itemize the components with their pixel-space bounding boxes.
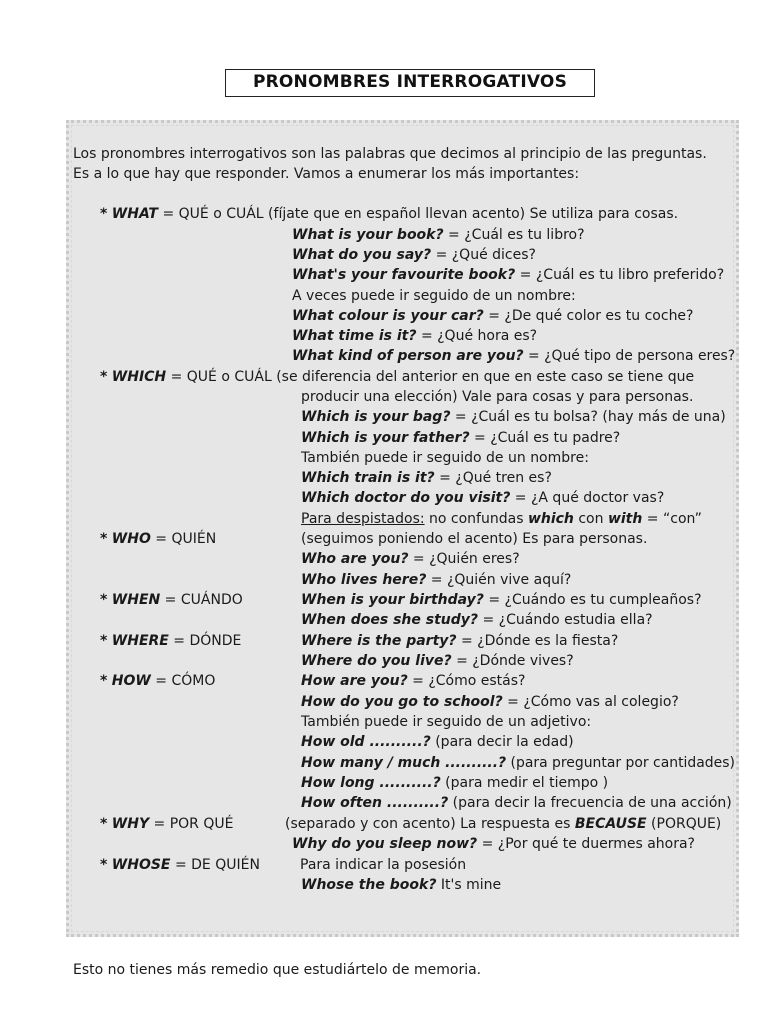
what-example-4 — [292, 307, 693, 325]
example-en: What is your book? — [292, 227, 444, 243]
when-example-1 — [301, 591, 702, 609]
example-en: What kind of person are you? — [292, 348, 524, 364]
why-example-1 — [292, 835, 695, 853]
bullet-star: * — [100, 816, 108, 832]
what-example-5 — [292, 327, 537, 345]
example-es: = ¿Cuál es tu padre? — [469, 430, 621, 446]
example-es: (para medir el tiempo ) — [440, 775, 609, 791]
which-definition-2: producir una elección) Vale para cosas y para personas. — [301, 389, 694, 405]
example-es: = ¿Cuándo estudia ella? — [478, 612, 653, 628]
example-es: = ¿Cuál es tu libro preferido? — [515, 267, 725, 283]
tip-text: no confundas — [424, 511, 528, 527]
example-en: How long ..........? — [301, 775, 441, 791]
example-es: = ¿Qué tren es? — [434, 470, 552, 486]
example-es: = ¿Qué dices? — [431, 247, 536, 263]
bullet-star: * — [100, 206, 108, 222]
how-example-1 — [301, 672, 525, 690]
bullet-star: * — [100, 633, 108, 649]
example-en: What do you say? — [292, 247, 432, 263]
example-es: = ¿Cuándo es tu cumpleaños? — [483, 592, 702, 608]
when-heading — [100, 591, 243, 609]
example-es: = ¿A qué doctor vas? — [510, 490, 665, 506]
example-en: Whose the book? — [301, 877, 437, 893]
what-example-6 — [292, 347, 735, 365]
why-note-text: (separado y con acento) La respuesta es — [285, 816, 575, 832]
why-term: WHY — [111, 816, 150, 832]
example-en: How often ..........? — [301, 795, 449, 811]
where-term: WHERE — [111, 633, 169, 649]
example-es: = ¿Cómo estás? — [407, 673, 526, 689]
how-example-3 — [301, 733, 574, 751]
example-es: = ¿Quién eres? — [408, 551, 520, 567]
example-en: How old ..........? — [301, 734, 431, 750]
whose-example-1 — [301, 876, 501, 894]
example-en: Why do you sleep now? — [292, 836, 478, 852]
how-definition: = CÓMO — [150, 673, 216, 689]
which-note: También puede ir seguido de un nombre: — [301, 450, 589, 466]
example-es: It's mine — [436, 877, 502, 893]
example-es: = ¿De qué color es tu coche? — [483, 308, 694, 324]
example-en: Where is the party? — [301, 633, 457, 649]
which-example-4 — [301, 489, 664, 507]
page-title: PRONOMBRES INTERROGATIVOS — [225, 69, 595, 97]
what-term: WHAT — [111, 206, 158, 222]
bullet-star: * — [100, 673, 108, 689]
how-heading — [100, 672, 215, 690]
example-es: = ¿Quién vive aquí? — [426, 572, 572, 588]
why-note — [285, 815, 721, 833]
how-term: HOW — [111, 673, 151, 689]
who-term: WHO — [111, 531, 151, 547]
how-example-5 — [301, 774, 608, 792]
where-example-2 — [301, 652, 574, 670]
whose-term: WHOSE — [111, 857, 171, 873]
example-es: = ¿Cómo vas al colegio? — [502, 694, 679, 710]
how-note: También puede ir seguido de un adjetivo: — [301, 714, 592, 730]
example-en: How do you go to school? — [301, 694, 503, 710]
what-definition: = QUÉ o CUÁL (fíjate que en español llevan acento) Se utiliza para cosas. — [158, 206, 679, 222]
intro-line-2: Es a lo que hay que responder. Vamos a enumerar los más importantes: — [73, 166, 580, 182]
which-example-2 — [301, 429, 620, 447]
tip-text: = “con” — [642, 511, 702, 527]
example-en: When is your birthday? — [301, 592, 484, 608]
example-en: When does she study? — [301, 612, 479, 628]
what-heading — [100, 205, 678, 223]
whose-definition: = DE QUIÉN — [170, 857, 260, 873]
example-es: = ¿Dónde vives? — [451, 653, 574, 669]
which-tip — [301, 510, 702, 528]
example-en: Which train is it? — [301, 470, 435, 486]
example-en: What colour is your car? — [292, 308, 484, 324]
example-es: = ¿Qué hora es? — [416, 328, 538, 344]
whose-heading — [100, 856, 260, 874]
who-heading — [100, 530, 216, 548]
which-example-1 — [301, 408, 726, 426]
footer-note: Esto no tienes más remedio que estudiártelo de memoria. — [73, 962, 482, 978]
how-example-6 — [301, 794, 732, 812]
example-en: Which is your bag? — [301, 409, 451, 425]
example-es: (para preguntar por cantidades) — [506, 755, 735, 771]
which-definition: = QUÉ o CUÁL (se diferencia del anterior en que en este caso se tiene que — [166, 369, 695, 385]
what-example-3 — [292, 266, 724, 284]
who-example-2 — [301, 571, 571, 589]
where-heading — [100, 632, 241, 650]
which-example-3 — [301, 469, 552, 487]
tip-label: Para despistados: — [301, 511, 425, 527]
example-es: (para decir la frecuencia de una acción) — [448, 795, 732, 811]
example-en: What's your favourite book? — [292, 267, 516, 283]
which-term: WHICH — [111, 369, 167, 385]
example-es: = ¿Qué tipo de persona eres? — [523, 348, 736, 364]
bullet-star: * — [100, 369, 108, 385]
bullet-star: * — [100, 857, 108, 873]
who-definition: = QUIÉN — [150, 531, 217, 547]
intro-line-1: Los pronombres interrogativos son las palabras que decimos al principio de las preguntas. — [73, 146, 707, 162]
why-heading — [100, 815, 233, 833]
what-note: A veces puede ir seguido de un nombre: — [292, 288, 576, 304]
example-es: (para decir la edad) — [430, 734, 574, 750]
because-keyword: BECAUSE — [574, 816, 647, 832]
what-example-1 — [292, 226, 585, 244]
tip-text: con — [573, 511, 608, 527]
example-es: = ¿Cuál es tu bolsa? (hay más de una) — [450, 409, 726, 425]
whose-note: Para indicar la posesión — [300, 857, 467, 873]
how-example-2 — [301, 693, 679, 711]
where-example-1 — [301, 632, 618, 650]
which-heading — [100, 368, 694, 386]
who-note: (seguimos poniendo el acento) Es para personas. — [301, 531, 648, 547]
bullet-star: * — [100, 592, 108, 608]
tip-which: which — [527, 511, 574, 527]
example-en: Who lives here? — [301, 572, 427, 588]
example-en: How many / much ..........? — [301, 755, 507, 771]
tip-with: with — [607, 511, 643, 527]
example-en: Which doctor do you visit? — [301, 490, 511, 506]
where-definition: = DÓNDE — [168, 633, 242, 649]
when-example-2 — [301, 611, 653, 629]
what-example-2 — [292, 246, 536, 264]
example-en: Where do you live? — [301, 653, 452, 669]
example-en: How are you? — [301, 673, 408, 689]
when-definition: = CUÁNDO — [160, 592, 243, 608]
who-example-1 — [301, 550, 520, 568]
bullet-star: * — [100, 531, 108, 547]
why-note-text: (PORQUE) — [646, 816, 722, 832]
example-es: = ¿Dónde es la fiesta? — [456, 633, 619, 649]
example-en: Which is your father? — [301, 430, 470, 446]
example-en: Who are you? — [301, 551, 409, 567]
when-term: WHEN — [111, 592, 161, 608]
example-es: = ¿Por qué te duermes ahora? — [477, 836, 695, 852]
example-en: What time is it? — [292, 328, 417, 344]
why-definition: = POR QUÉ — [149, 816, 234, 832]
how-example-4 — [301, 754, 735, 772]
example-es: = ¿Cuál es tu libro? — [443, 227, 585, 243]
